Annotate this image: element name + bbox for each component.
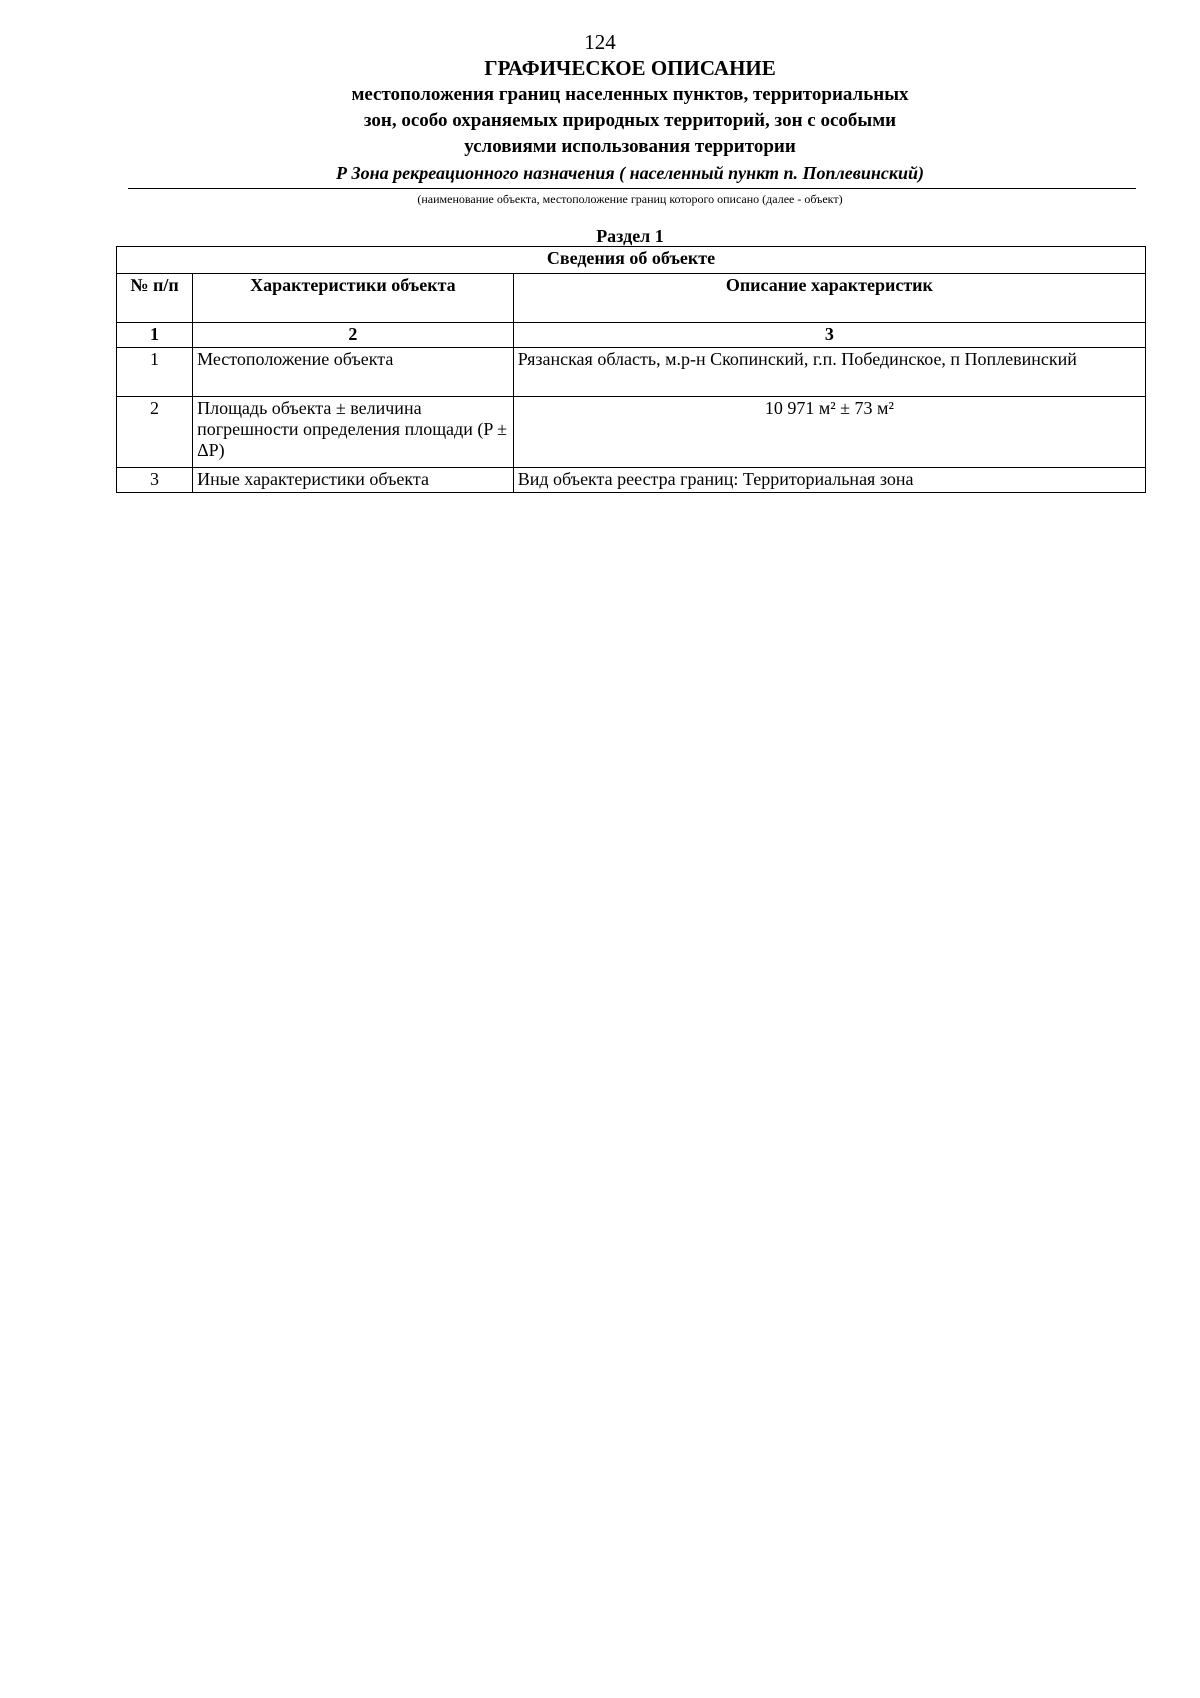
object-caption: (наименование объекта, местоположение границ которого описано (далее - объект) [417,192,843,206]
header-number: № п/п [117,274,193,323]
row-description: Вид объекта реестра границ: Территориальная зона [513,468,1145,493]
table-row [117,397,1146,468]
table-caption-row [117,247,1146,274]
column-numbers-row [117,323,1146,348]
document-title: ГРАФИЧЕСКОЕ ОПИСАНИЕ [484,56,776,80]
row-characteristic: Площадь объекта ± величина погрешности определения площади (P ± ΔР) [193,397,514,468]
row-description: Рязанская область, м.р-н Скопинский, г.п. Побединское, п Поплевинский [513,348,1145,397]
row-number: 1 [117,348,193,397]
object-info-table [116,246,1146,493]
table-header-row [117,274,1146,323]
subtitle-line: зон, особо охраняемых природных территорий, зон с особыми [363,110,897,131]
column-number: 1 [117,323,193,348]
object-name-underline [128,188,1136,189]
column-number: 3 [513,323,1145,348]
row-characteristic: Иные характеристики объекта [193,468,514,493]
column-number: 2 [193,323,514,348]
subtitle-line: местоположения границ населенных пунктов, территориальных [351,84,909,105]
page-number: 124 [584,30,616,54]
row-number: 3 [117,468,193,493]
object-name: Р Зона рекреационного назначения ( населенный пункт п. Поплевинский) [336,163,924,183]
header-description: Описание характеристик [513,274,1145,323]
document-subtitle [0,82,1200,160]
table-caption: Сведения об объекте [117,247,1146,274]
row-number: 2 [117,397,193,468]
row-characteristic: Местоположение объекта [193,348,514,397]
header-characteristic: Характеристики объекта [193,274,514,323]
table-row [117,348,1146,397]
row-description: 10 971 м² ± 73 м² [513,397,1145,468]
subtitle-line: условиями использования территории [464,136,796,157]
table-row [117,468,1146,493]
section-title: Раздел 1 [596,226,664,246]
